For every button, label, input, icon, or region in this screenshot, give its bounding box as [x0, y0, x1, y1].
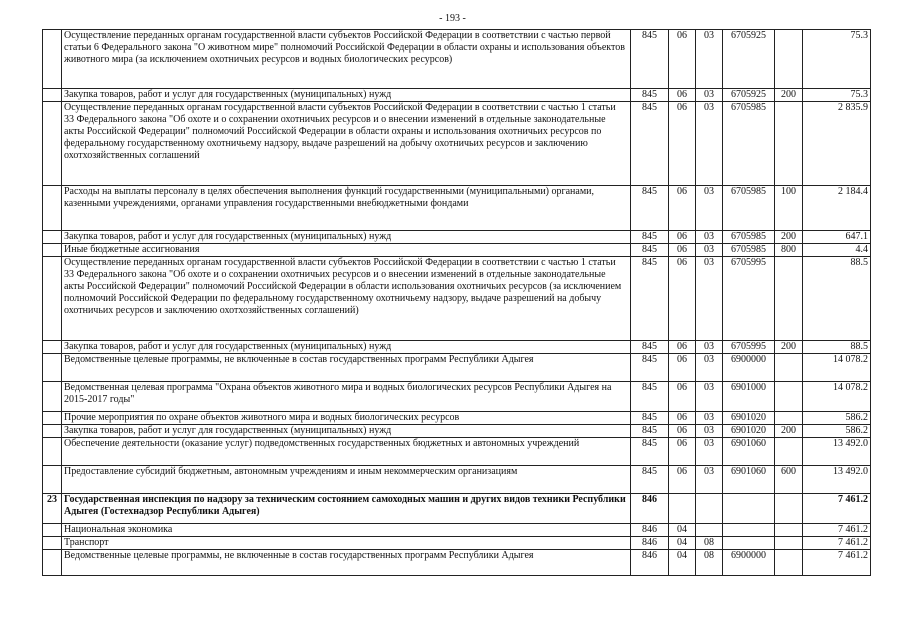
subsection-code-cell [696, 524, 723, 537]
table-row [43, 382, 871, 412]
row-number-cell [43, 30, 62, 89]
ministry-code-cell: 845 [631, 341, 669, 354]
amount-cell: 14 078.2 [803, 382, 871, 412]
amount-cell: 75.3 [803, 30, 871, 89]
expense-type-cell [775, 257, 803, 341]
section-code-cell: 06 [669, 231, 696, 244]
ministry-code-cell: 845 [631, 466, 669, 494]
target-article-cell [723, 524, 775, 537]
item-name-cell: Прочие мероприятия по охране объектов животного мира и водных биологических ресурсов [62, 412, 631, 425]
item-name-cell: Обеспечение деятельности (оказание услуг) подведомственных государственных бюджетных и автономных учреждений [62, 438, 631, 466]
amount-cell: 4.4 [803, 244, 871, 257]
ministry-code-cell: 846 [631, 537, 669, 550]
amount-cell: 2 184.4 [803, 186, 871, 231]
ministry-code-cell: 845 [631, 89, 669, 102]
target-article-cell: 6901020 [723, 412, 775, 425]
section-code-cell: 06 [669, 30, 696, 89]
item-name-cell: Ведомственная целевая программа "Охрана объектов животного мира и водных биологических ресурсов Республики Адыгея на 2015-2017 годы" [62, 382, 631, 412]
target-article-cell: 6705925 [723, 89, 775, 102]
subsection-code-cell: 08 [696, 550, 723, 576]
subsection-code-cell: 03 [696, 412, 723, 425]
budget-table-body [43, 30, 871, 576]
table-row [43, 412, 871, 425]
target-article-cell [723, 494, 775, 524]
subsection-code-cell: 03 [696, 438, 723, 466]
ministry-code-cell: 845 [631, 412, 669, 425]
target-article-cell: 6900000 [723, 354, 775, 382]
expense-type-cell [775, 412, 803, 425]
expense-type-cell [775, 550, 803, 576]
amount-cell: 7 461.2 [803, 524, 871, 537]
row-number-cell [43, 244, 62, 257]
row-number-cell [43, 231, 62, 244]
row-number-cell [43, 537, 62, 550]
row-number-cell [43, 524, 62, 537]
target-article-cell: 6705985 [723, 102, 775, 186]
expense-type-cell: 800 [775, 244, 803, 257]
item-name-cell: Иные бюджетные ассигнования [62, 244, 631, 257]
section-code-cell: 06 [669, 354, 696, 382]
target-article-cell: 6901060 [723, 438, 775, 466]
expense-type-cell [775, 102, 803, 186]
table-row [43, 524, 871, 537]
ministry-code-cell: 845 [631, 102, 669, 186]
item-name-cell: Предоставление субсидий бюджетным, автономным учреждениям и иным некоммерческим организациям [62, 466, 631, 494]
expense-type-cell [775, 354, 803, 382]
expense-type-cell: 100 [775, 186, 803, 231]
section-code-cell: 06 [669, 382, 696, 412]
row-number-cell [43, 438, 62, 466]
amount-cell: 13 492.0 [803, 466, 871, 494]
amount-cell: 14 078.2 [803, 354, 871, 382]
row-number-cell [43, 257, 62, 341]
table-row [43, 425, 871, 438]
ministry-code-cell: 846 [631, 524, 669, 537]
target-article-cell: 6705995 [723, 341, 775, 354]
section-code-cell: 06 [669, 257, 696, 341]
target-article-cell: 6705925 [723, 30, 775, 89]
ministry-code-cell: 846 [631, 550, 669, 576]
row-number-cell [43, 354, 62, 382]
amount-cell: 2 835.9 [803, 102, 871, 186]
table-row [43, 30, 871, 89]
expense-type-cell [775, 382, 803, 412]
subsection-code-cell: 03 [696, 186, 723, 231]
item-name-cell: Закупка товаров, работ и услуг для государственных (муниципальных) нужд [62, 425, 631, 438]
expense-type-cell: 200 [775, 89, 803, 102]
budget-table [42, 29, 871, 576]
item-name-cell: Государственная инспекция по надзору за техническим состоянием самоходных машин и других видов техники Республики Адыгея (Гостехнадзор Республики Адыгея) [62, 494, 631, 524]
ministry-code-cell: 845 [631, 257, 669, 341]
item-name-cell: Ведомственные целевые программы, не включенные в состав государственных программ Республики Адыгея [62, 550, 631, 576]
expense-type-cell: 200 [775, 231, 803, 244]
expense-type-cell [775, 30, 803, 89]
item-name-cell: Транспорт [62, 537, 631, 550]
target-article-cell: 6705985 [723, 186, 775, 231]
section-code-cell: 04 [669, 537, 696, 550]
row-number-cell [43, 102, 62, 186]
target-article-cell: 6901020 [723, 425, 775, 438]
target-article-cell: 6901000 [723, 382, 775, 412]
subsection-code-cell: 03 [696, 231, 723, 244]
section-code-cell: 06 [669, 412, 696, 425]
table-row [43, 438, 871, 466]
section-code-cell: 06 [669, 425, 696, 438]
section-code-cell: 04 [669, 550, 696, 576]
row-number-cell [43, 382, 62, 412]
row-number-cell [43, 425, 62, 438]
subsection-code-cell: 08 [696, 537, 723, 550]
ministry-code-cell: 845 [631, 438, 669, 466]
section-code-cell: 06 [669, 89, 696, 102]
subsection-code-cell [696, 494, 723, 524]
table-row [43, 466, 871, 494]
section-code-cell: 06 [669, 438, 696, 466]
item-name-cell: Расходы на выплаты персоналу в целях обеспечения выполнения функций государственными (муниципальными) органами, казенными учреждениями, органами управления государственными внебюджетными фондами [62, 186, 631, 231]
amount-cell: 88.5 [803, 257, 871, 341]
target-article-cell: 6705995 [723, 257, 775, 341]
item-name-cell: Закупка товаров, работ и услуг для государственных (муниципальных) нужд [62, 231, 631, 244]
table-row [43, 550, 871, 576]
amount-cell: 586.2 [803, 412, 871, 425]
amount-cell: 7 461.2 [803, 494, 871, 524]
subsection-code-cell: 03 [696, 244, 723, 257]
expense-type-cell [775, 524, 803, 537]
table-row [43, 537, 871, 550]
amount-cell: 586.2 [803, 425, 871, 438]
expense-type-cell: 600 [775, 466, 803, 494]
ministry-code-cell: 845 [631, 244, 669, 257]
subsection-code-cell: 03 [696, 466, 723, 494]
subsection-code-cell: 03 [696, 89, 723, 102]
section-code-cell: 06 [669, 466, 696, 494]
item-name-cell: Осуществление переданных органам государственной власти субъектов Российской Федерации в соответствии с частью 1 статьи 33 Федерального закона "Об охоте и о сохранении охотничьих ресурсов и о внесении изменений в отдельные законодательные акты Российской Федерации" полномочий Российской Федерации в области охраны и использования охотничьих ресурсов по федеральному государственному охотничьему надзору, выдаче разрешений на добычу охотничьих ресурсов и заключению охотхозяйственных соглашений [62, 102, 631, 186]
target-article-cell: 6705985 [723, 244, 775, 257]
amount-cell: 647.1 [803, 231, 871, 244]
table-row [43, 231, 871, 244]
amount-cell: 88.5 [803, 341, 871, 354]
item-name-cell: Национальная экономика [62, 524, 631, 537]
item-name-cell: Осуществление переданных органам государственной власти субъектов Российской Федерации в соответствии с частью 1 статьи 33 Федерального закона "Об охоте и о сохранении охотничьих ресурсов и о внесении изменений в отдельные законодательные акты Российской Федерации" полномочий Российской Федерации в области использования охотничьих ресурсов (за исключением полномочий Российской Федерации по федеральному государственному охотничьему надзору, выдаче разрешений на добычу охотничьих ресурсов и заключению охотхозяйственных соглашений) [62, 257, 631, 341]
target-article-cell: 6705985 [723, 231, 775, 244]
table-row [43, 102, 871, 186]
section-code-cell: 06 [669, 102, 696, 186]
table-row [43, 341, 871, 354]
row-number-cell [43, 341, 62, 354]
table-row [43, 186, 871, 231]
target-article-cell: 6901060 [723, 466, 775, 494]
subsection-code-cell: 03 [696, 102, 723, 186]
subsection-code-cell: 03 [696, 341, 723, 354]
item-name-cell: Закупка товаров, работ и услуг для государственных (муниципальных) нужд [62, 341, 631, 354]
item-name-cell: Осуществление переданных органам государственной власти субъектов Российской Федерации в соответствии с частью первой статьи 6 Федерального закона "О животном мире" полномочий Российской Федерации в области охраны и использования объектов животного мира (за исключением охотничьих ресурсов и водных биологических ресурсов) [62, 30, 631, 89]
amount-cell: 7 461.2 [803, 550, 871, 576]
section-code-cell: 06 [669, 244, 696, 257]
expense-type-cell [775, 494, 803, 524]
table-row [43, 89, 871, 102]
expense-type-cell [775, 537, 803, 550]
item-name-cell: Ведомственные целевые программы, не включенные в состав государственных программ Республики Адыгея [62, 354, 631, 382]
section-code-cell [669, 494, 696, 524]
amount-cell: 75.3 [803, 89, 871, 102]
row-number-cell [43, 89, 62, 102]
subsection-code-cell: 03 [696, 257, 723, 341]
section-code-cell: 04 [669, 524, 696, 537]
amount-cell: 13 492.0 [803, 438, 871, 466]
table-row [43, 354, 871, 382]
row-number-cell: 23 [43, 494, 62, 524]
ministry-code-cell: 845 [631, 425, 669, 438]
subsection-code-cell: 03 [696, 30, 723, 89]
target-article-cell [723, 537, 775, 550]
ministry-code-cell: 845 [631, 231, 669, 244]
subsection-code-cell: 03 [696, 425, 723, 438]
subsection-code-cell: 03 [696, 354, 723, 382]
section-code-cell: 06 [669, 186, 696, 231]
page-number: - 193 - [439, 13, 466, 24]
expense-type-cell: 200 [775, 425, 803, 438]
table-row [43, 244, 871, 257]
table-row [43, 257, 871, 341]
ministry-code-cell: 845 [631, 354, 669, 382]
amount-cell: 7 461.2 [803, 537, 871, 550]
expense-type-cell: 200 [775, 341, 803, 354]
target-article-cell: 6900000 [723, 550, 775, 576]
ministry-code-cell: 845 [631, 186, 669, 231]
table-row [43, 494, 871, 524]
subsection-code-cell: 03 [696, 382, 723, 412]
ministry-code-cell: 845 [631, 30, 669, 89]
ministry-code-cell: 845 [631, 382, 669, 412]
row-number-cell [43, 550, 62, 576]
row-number-cell [43, 466, 62, 494]
expense-type-cell [775, 438, 803, 466]
row-number-cell [43, 412, 62, 425]
row-number-cell [43, 186, 62, 231]
ministry-code-cell: 846 [631, 494, 669, 524]
section-code-cell: 06 [669, 341, 696, 354]
item-name-cell: Закупка товаров, работ и услуг для государственных (муниципальных) нужд [62, 89, 631, 102]
